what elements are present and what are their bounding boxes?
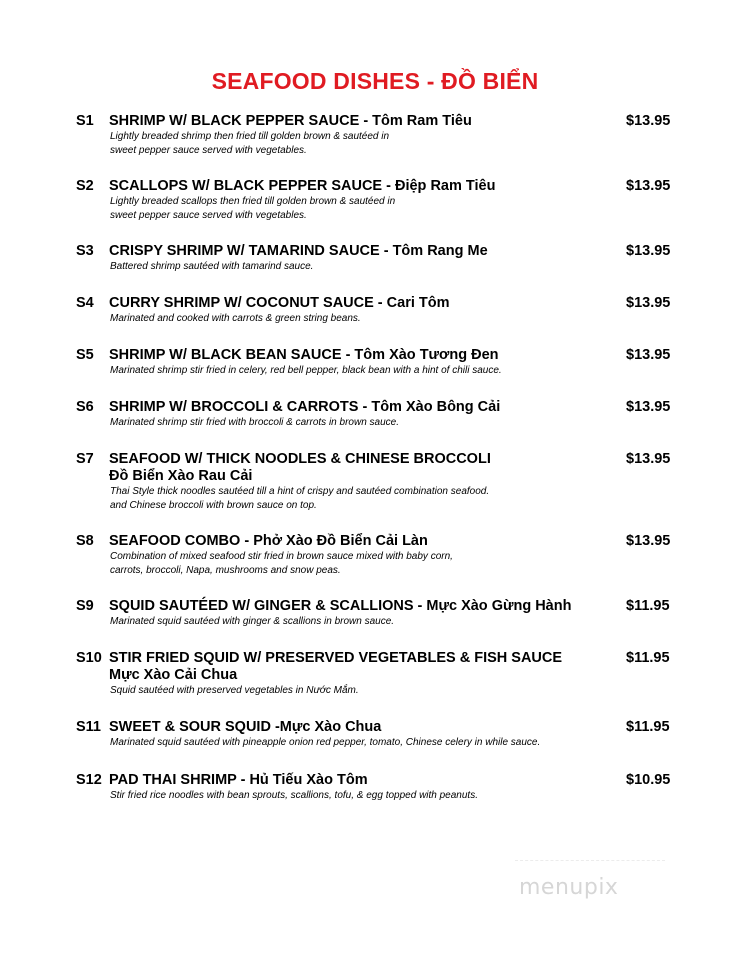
item-name: SEAFOOD COMBO - Phở Xào Đồ Biển Cải Làn bbox=[109, 533, 428, 549]
item-description: Lightly breaded scallops then fried till golden brown & sautéed in sweet pepper sauce served with vegetables. bbox=[110, 196, 396, 221]
item-price: $13.95 bbox=[626, 347, 671, 363]
item-code: S6 bbox=[76, 399, 94, 415]
item-name: STIR FRIED SQUID W/ PRESERVED VEGETABLES & FISH SAUCE Mực Xào Cải Chua bbox=[109, 650, 563, 683]
item-description: Marinated squid sautéed with ginger & scallions in brown sauce. bbox=[110, 616, 395, 627]
item-name: SHRIMP W/ BLACK BEAN SAUCE - Tôm Xào Tương Đen bbox=[109, 347, 499, 363]
item-price: $13.95 bbox=[626, 451, 671, 467]
item-description: Lightly breaded shrimp then fried till golden brown & sautéed in sweet pepper sauce served with vegetables. bbox=[110, 131, 390, 156]
item-name: CRISPY SHRIMP W/ TAMARIND SAUCE - Tôm Rang Me bbox=[109, 243, 488, 259]
item-code: S12 bbox=[76, 772, 102, 788]
item-code: S4 bbox=[76, 295, 94, 311]
item-name: SHRIMP W/ BROCCOLI & CARROTS - Tôm Xào Bông Cải bbox=[109, 399, 501, 415]
item-price: $11.95 bbox=[626, 719, 670, 735]
item-code: S11 bbox=[76, 719, 101, 735]
item-code: S10 bbox=[76, 650, 102, 666]
item-description: Squid sautéed with preserved vegetables in Nước Mắm. bbox=[110, 685, 359, 696]
item-price: $13.95 bbox=[626, 113, 671, 129]
item-price: $13.95 bbox=[626, 399, 671, 415]
item-code: S9 bbox=[76, 598, 94, 614]
item-price: $13.95 bbox=[626, 178, 671, 194]
item-name: SEAFOOD W/ THICK NOODLES & CHINESE BROCCOLI Đồ Biển Xào Rau Cải bbox=[109, 451, 491, 484]
item-price: $10.95 bbox=[626, 772, 671, 788]
watermark-rule bbox=[515, 860, 665, 862]
item-code: S1 bbox=[76, 113, 94, 129]
item-description: Marinated shrimp stir fried with broccoli & carrots in brown sauce. bbox=[110, 417, 399, 428]
item-code: S5 bbox=[76, 347, 94, 363]
item-code: S2 bbox=[76, 178, 94, 194]
item-description: Stir fried rice noodles with bean sprouts, scallions, tofu, & egg topped with peanuts. bbox=[110, 790, 478, 801]
watermark-logo: menupix bbox=[519, 875, 619, 900]
item-name: SQUID SAUTÉED W/ GINGER & SCALLIONS - Mực Xào Gừng Hành bbox=[109, 598, 572, 614]
item-name: PAD THAI SHRIMP - Hủ Tiếu Xào Tôm bbox=[109, 772, 368, 788]
item-description: Marinated shrimp stir fried in celery, red bell pepper, black bean with a hint of chili sauce. bbox=[110, 365, 502, 376]
item-code: S7 bbox=[76, 451, 94, 467]
item-description: Combination of mixed seafood stir fried in brown sauce mixed with baby corn, carrots, broccoli, Napa, mushrooms and snow peas. bbox=[110, 551, 453, 576]
item-name: SWEET & SOUR SQUID -Mực Xào Chua bbox=[109, 719, 382, 735]
item-price: $13.95 bbox=[626, 243, 671, 259]
item-name: SCALLOPS W/ BLACK PEPPER SAUCE - Điệp Ram Tiêu bbox=[109, 178, 496, 194]
item-price: $13.95 bbox=[626, 295, 671, 311]
item-description: Marinated squid sautéed with pineapple onion red pepper, tomato, Chinese celery in while sauce. bbox=[110, 737, 541, 748]
item-price: $11.95 bbox=[626, 598, 670, 614]
item-name: CURRY SHRIMP W/ COCONUT SAUCE - Cari Tôm bbox=[109, 295, 450, 311]
item-description: Thai Style thick noodles sautéed till a hint of crispy and sautéed combination seafood. and Chinese broccoli with brown sauce on top. bbox=[110, 486, 490, 511]
item-code: S8 bbox=[76, 533, 94, 549]
item-name: SHRIMP W/ BLACK PEPPER SAUCE - Tôm Ram Tiêu bbox=[109, 113, 472, 129]
item-code: S3 bbox=[76, 243, 94, 259]
item-price: $11.95 bbox=[626, 650, 670, 666]
item-description: Marinated and cooked with carrots & green string beans. bbox=[110, 313, 361, 324]
item-price: $13.95 bbox=[626, 533, 671, 549]
page-title: SEAFOOD DISHES - ĐỒ BIỂN bbox=[211, 68, 539, 94]
item-description: Battered shrimp sautéed with tamarind sauce. bbox=[110, 261, 314, 272]
